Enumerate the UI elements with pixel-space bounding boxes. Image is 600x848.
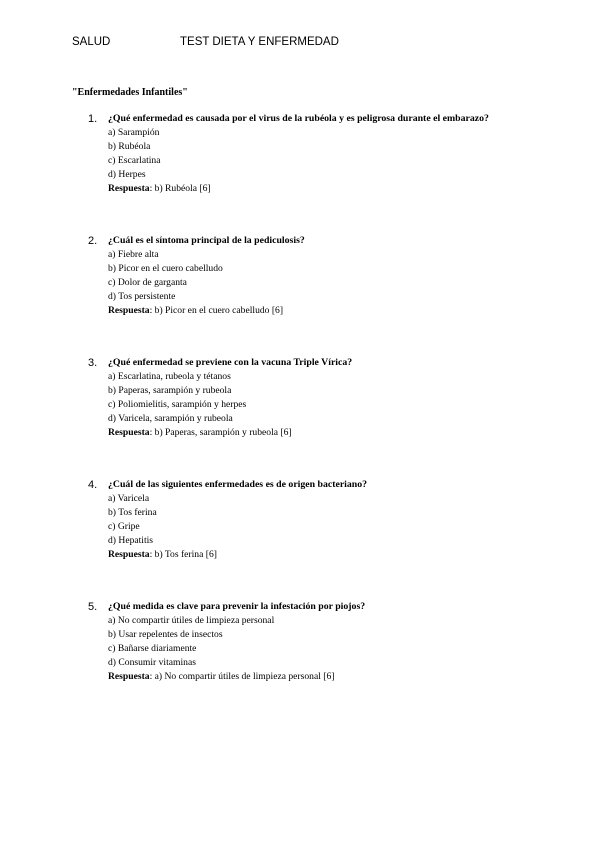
question-text: ¿Cuál es el síntoma principal de la pediculosis? — [108, 235, 305, 246]
question-text: ¿Cuál de las siguientes enfermedades es de origen bacteriano? — [108, 479, 368, 490]
option-b: b) Usar repelentes de insectos — [108, 629, 223, 640]
option-d: d) Hepatitis — [108, 535, 154, 546]
question-text: ¿Qué medida es clave para prevenir la infestación por piojos? — [108, 601, 366, 612]
answer — [108, 304, 538, 318]
answer — [108, 548, 538, 562]
page-header — [72, 36, 552, 52]
option-a: a) Sarampión — [108, 127, 160, 138]
question-number: 3. — [88, 357, 98, 369]
test-title: TEST DIETA Y ENFERMEDAD — [180, 36, 339, 48]
question-5 — [88, 600, 538, 684]
option-c: c) Bañarse diariamente — [108, 643, 197, 654]
option-c: c) Gripe — [108, 521, 140, 532]
option-a: a) Fiebre alta — [108, 249, 159, 260]
option-a: a) Escarlatina, rubeola y tétanos — [108, 371, 231, 382]
question-number: 1. — [88, 113, 98, 125]
question-2 — [88, 234, 538, 318]
answer-label: Respuesta — [108, 427, 150, 438]
option-a: a) No compartir útiles de limpieza personal — [108, 615, 275, 626]
answer — [108, 670, 538, 684]
option-c: c) Poliomielitis, sarampión y herpes — [108, 399, 247, 410]
question-3 — [88, 356, 538, 440]
answer-label: Respuesta — [108, 183, 150, 194]
answer — [108, 182, 538, 196]
option-b: b) Rubéola — [108, 141, 151, 152]
subject-label: SALUD — [72, 36, 111, 48]
option-b: b) Paperas, sarampión y rubeola — [108, 385, 232, 396]
question-number: 2. — [88, 235, 98, 247]
answer-text: : a) No compartir útiles de limpieza personal [6] — [149, 671, 335, 682]
question-number: 5. — [88, 601, 98, 613]
option-d: d) Consumir vitaminas — [108, 657, 196, 668]
answer-label: Respuesta — [108, 549, 150, 560]
option-d: d) Herpes — [108, 169, 146, 180]
answer — [108, 426, 538, 440]
question-number: 4. — [88, 479, 98, 491]
answer-text: : b) Tos ferina [6] — [149, 549, 217, 560]
question-1 — [88, 112, 538, 196]
answer-text: : b) Paperas, sarampión y rubeola [6] — [149, 427, 292, 438]
answer-label: Respuesta — [108, 671, 150, 682]
option-b: b) Tos ferina — [108, 507, 157, 518]
section-title: "Enfermedades Infantiles" — [72, 87, 188, 98]
question-4 — [88, 478, 538, 562]
question-text: ¿Qué enfermedad es causada por el virus de la rubéola y es peligrosa durante el embarazo? — [108, 113, 489, 124]
option-d: d) Varicela, sarampión y rubeola — [108, 413, 233, 424]
option-a: a) Varicela — [108, 493, 150, 504]
option-c: c) Escarlatina — [108, 155, 161, 166]
option-d: d) Tos persistente — [108, 291, 176, 302]
option-b: b) Picor en el cuero cabelludo — [108, 263, 223, 274]
question-text: ¿Qué enfermedad se previene con la vacuna Triple Vírica? — [108, 357, 353, 368]
answer-text: : b) Rubéola [6] — [149, 183, 211, 194]
option-c: c) Dolor de garganta — [108, 277, 187, 288]
answer-text: : b) Picor en el cuero cabelludo [6] — [149, 305, 284, 316]
answer-label: Respuesta — [108, 305, 150, 316]
